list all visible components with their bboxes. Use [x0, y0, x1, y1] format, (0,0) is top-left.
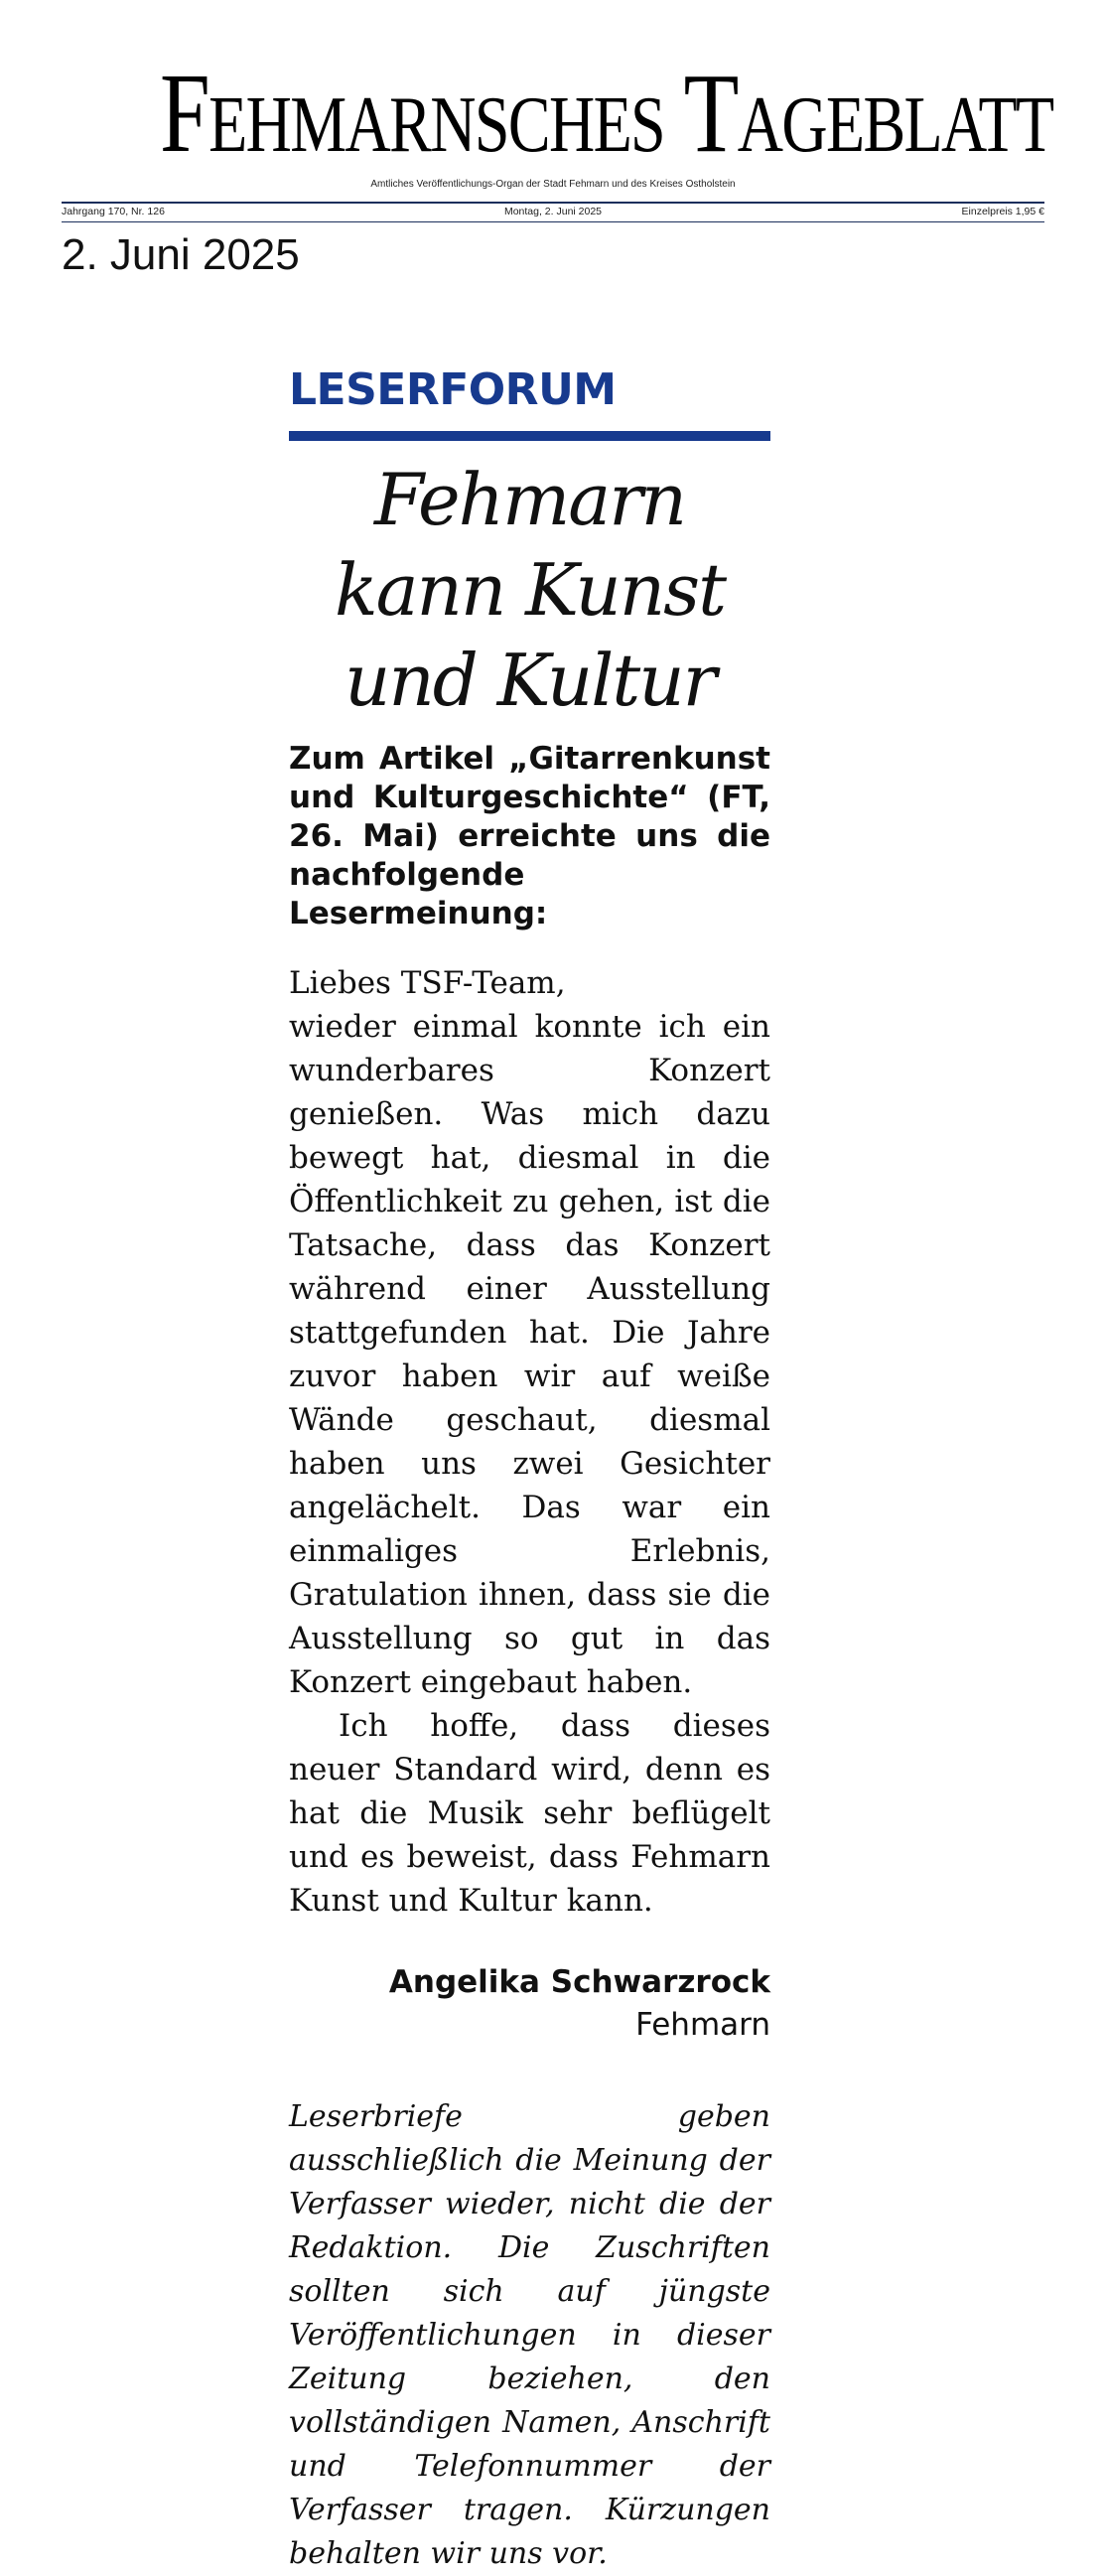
kicker-rule	[289, 431, 770, 441]
issue-date: Montag, 2. Juni 2025	[503, 206, 603, 217]
article-lead: Zum Artikel „Gitarrenkunst und Kulturgeschichte“ (FT, 26. Mai) erreichte uns die nachfolgende Lesermeinung:	[289, 741, 770, 931]
section-kicker: LESERFORUM	[289, 364, 617, 415]
article-body	[289, 961, 770, 1923]
author-location: Fehmarn	[635, 2007, 770, 2043]
masthead-rule-bottom	[62, 221, 1044, 222]
body-paragraph: Ich hoffe, dass dieses neuer Standard wird, denn es hat die Musik sehr beflügelt und es beweist, dass Fehmarn Kunst und Kultur kann.	[289, 1708, 770, 1919]
letter-author: Angelika Schwarzrock	[388, 1964, 770, 2000]
letter-salutation: Liebes TSF-Team,	[289, 965, 566, 1001]
issue-number: Jahrgang 170, Nr. 126	[62, 206, 165, 217]
masthead-rule-top	[62, 202, 1044, 204]
editorial-disclaimer: Leserbriefe geben ausschließlich die Meinung der Verfasser wieder, nicht die der Redaktion. Die Zuschriften sollten sich auf jüngste Veröffentlichungen in dieser Zeitung beziehen, den vollständigen Namen, Anschrift und Telefonnummer der Verfasser tragen. Kürzungen behalten wir uns vor.	[289, 2099, 770, 2571]
article-headline: Fehmarn kann Kunst und Kultur	[334, 458, 725, 722]
masthead-subtitle: Amtliches Veröffentlichungs-Organ der Stadt Fehmarn und des Kreises Ostholstein	[370, 179, 736, 190]
newspaper-masthead: Fehmarnsches Tageblatt	[160, 50, 1053, 176]
body-paragraph: wieder einmal konnte ich ein wunderbares Konzert genießen. Was mich dazu bewegt hat, diesmal in die Öffentlichkeit zu gehen, ist die Tatsache, dass das Konzert während einer Ausstellung stattgefunden hat. Die Jahre zuvor haben wir auf weiße Wände geschaut, diesmal haben uns zwei Gesichter angelächelt. Das war ein einmaliges Erlebnis, Gratulation ihnen, dass sie die Ausstellung so gut in das Konzert eingebaut haben.	[289, 1009, 770, 1700]
page-date: 2. Juni 2025	[62, 230, 300, 279]
masthead-infobar	[62, 206, 1044, 219]
issue-price: Einzelpreis 1,95 €	[961, 206, 1044, 217]
